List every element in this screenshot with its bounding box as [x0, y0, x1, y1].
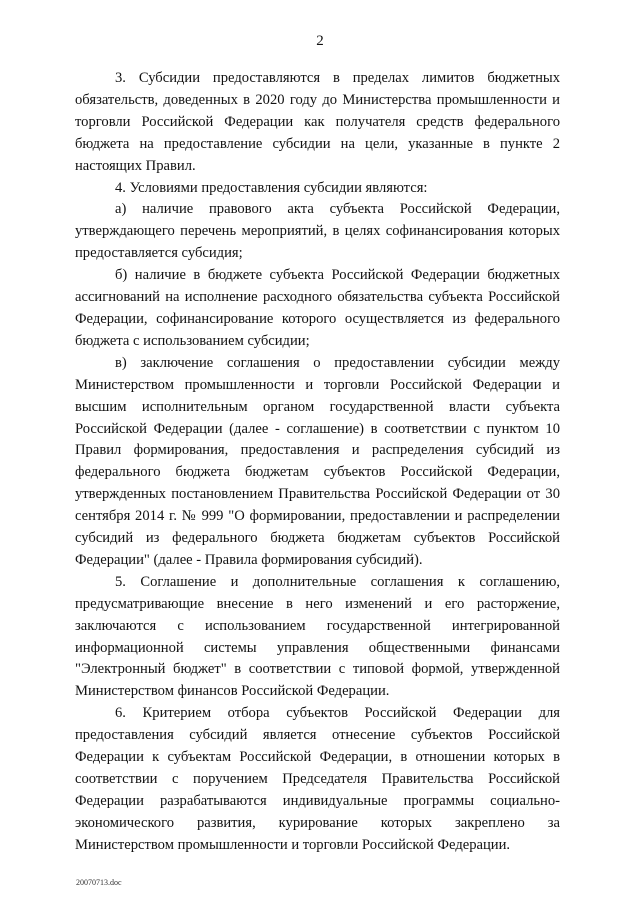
page-number: 2 [316, 33, 324, 49]
paragraph-4-conditions-heading: 4. Условиями предоставления субсидии являются: [115, 179, 428, 196]
paragraph-6-selection-criterion: 6. Критерием отбора субъектов Российской Федерации для предоставления субсидий является отнесение субъектов Российской Федерации к субъектам Российской Федерации, в отношении которых в соответствии с поручением Председателя Правительства Российской Федерации разрабатываются индивидуальные программы социально-экономического развития, курирование которых закреплено за Министерством промышленности и торговли Российской Федерации. [75, 705, 560, 853]
document-body [75, 68, 560, 857]
paragraph-5-electronic-budget: 5. Соглашение и дополнительные соглашения к соглашению, предусматривающие внесение в него изменений и его расторжение, заключаются с использованием государственной интегрированной информационной системы управления общественными финансами "Электронный бюджет" в соответствии с типовой формой, утвержденной Министерством финансов Российской Федерации. [75, 573, 560, 700]
footer-file-code: 20070713.doc [76, 878, 122, 887]
paragraph-3-subsidy-limits: 3. Субсидии предоставляются в пределах лимитов бюджетных обязательств, доведенных в 2020 году до Министерства промышленности и торговли Российской Федерации как получателя средств федерального бюджета на предоставление субсидии на цели, указанные в пункте 2 настоящих Правил. [75, 70, 560, 174]
paragraph-4a-legal-act: а) наличие правового акта субъекта Российской Федерации, утверждающего перечень мероприятий, в целях софинансирования которых предоставляется субсидия; [75, 201, 560, 262]
paragraph-4b-budget-allocations: б) наличие в бюджете субъекта Российской Федерации бюджетных ассигнований на исполнение расходного обязательства субъекта Российской Федерации, софинансирование которого осуществляется из федерального бюджета с использованием субсидии; [75, 267, 560, 349]
paragraph-4c-agreement: в) заключение соглашения о предоставлении субсидии между Министерством промышленности и торговли Российской Федерации и высшим исполнительным органом государственной власти субъекта Российской Федерации (далее - соглашение) в соответствии с пунктом 10 Правил формирования, предоставления и распределения субсидий из федерального бюджета бюджетам субъектов Российской Федерации, утвержденных постановлением Правительства Российской Федерации от 30 сентября 2014 г. № 999 "О формировании, предоставлении и распределении субсидий из федерального бюджета бюджетам субъектов Российской Федерации" (далее - Правила формирования субсидий). [75, 354, 560, 568]
